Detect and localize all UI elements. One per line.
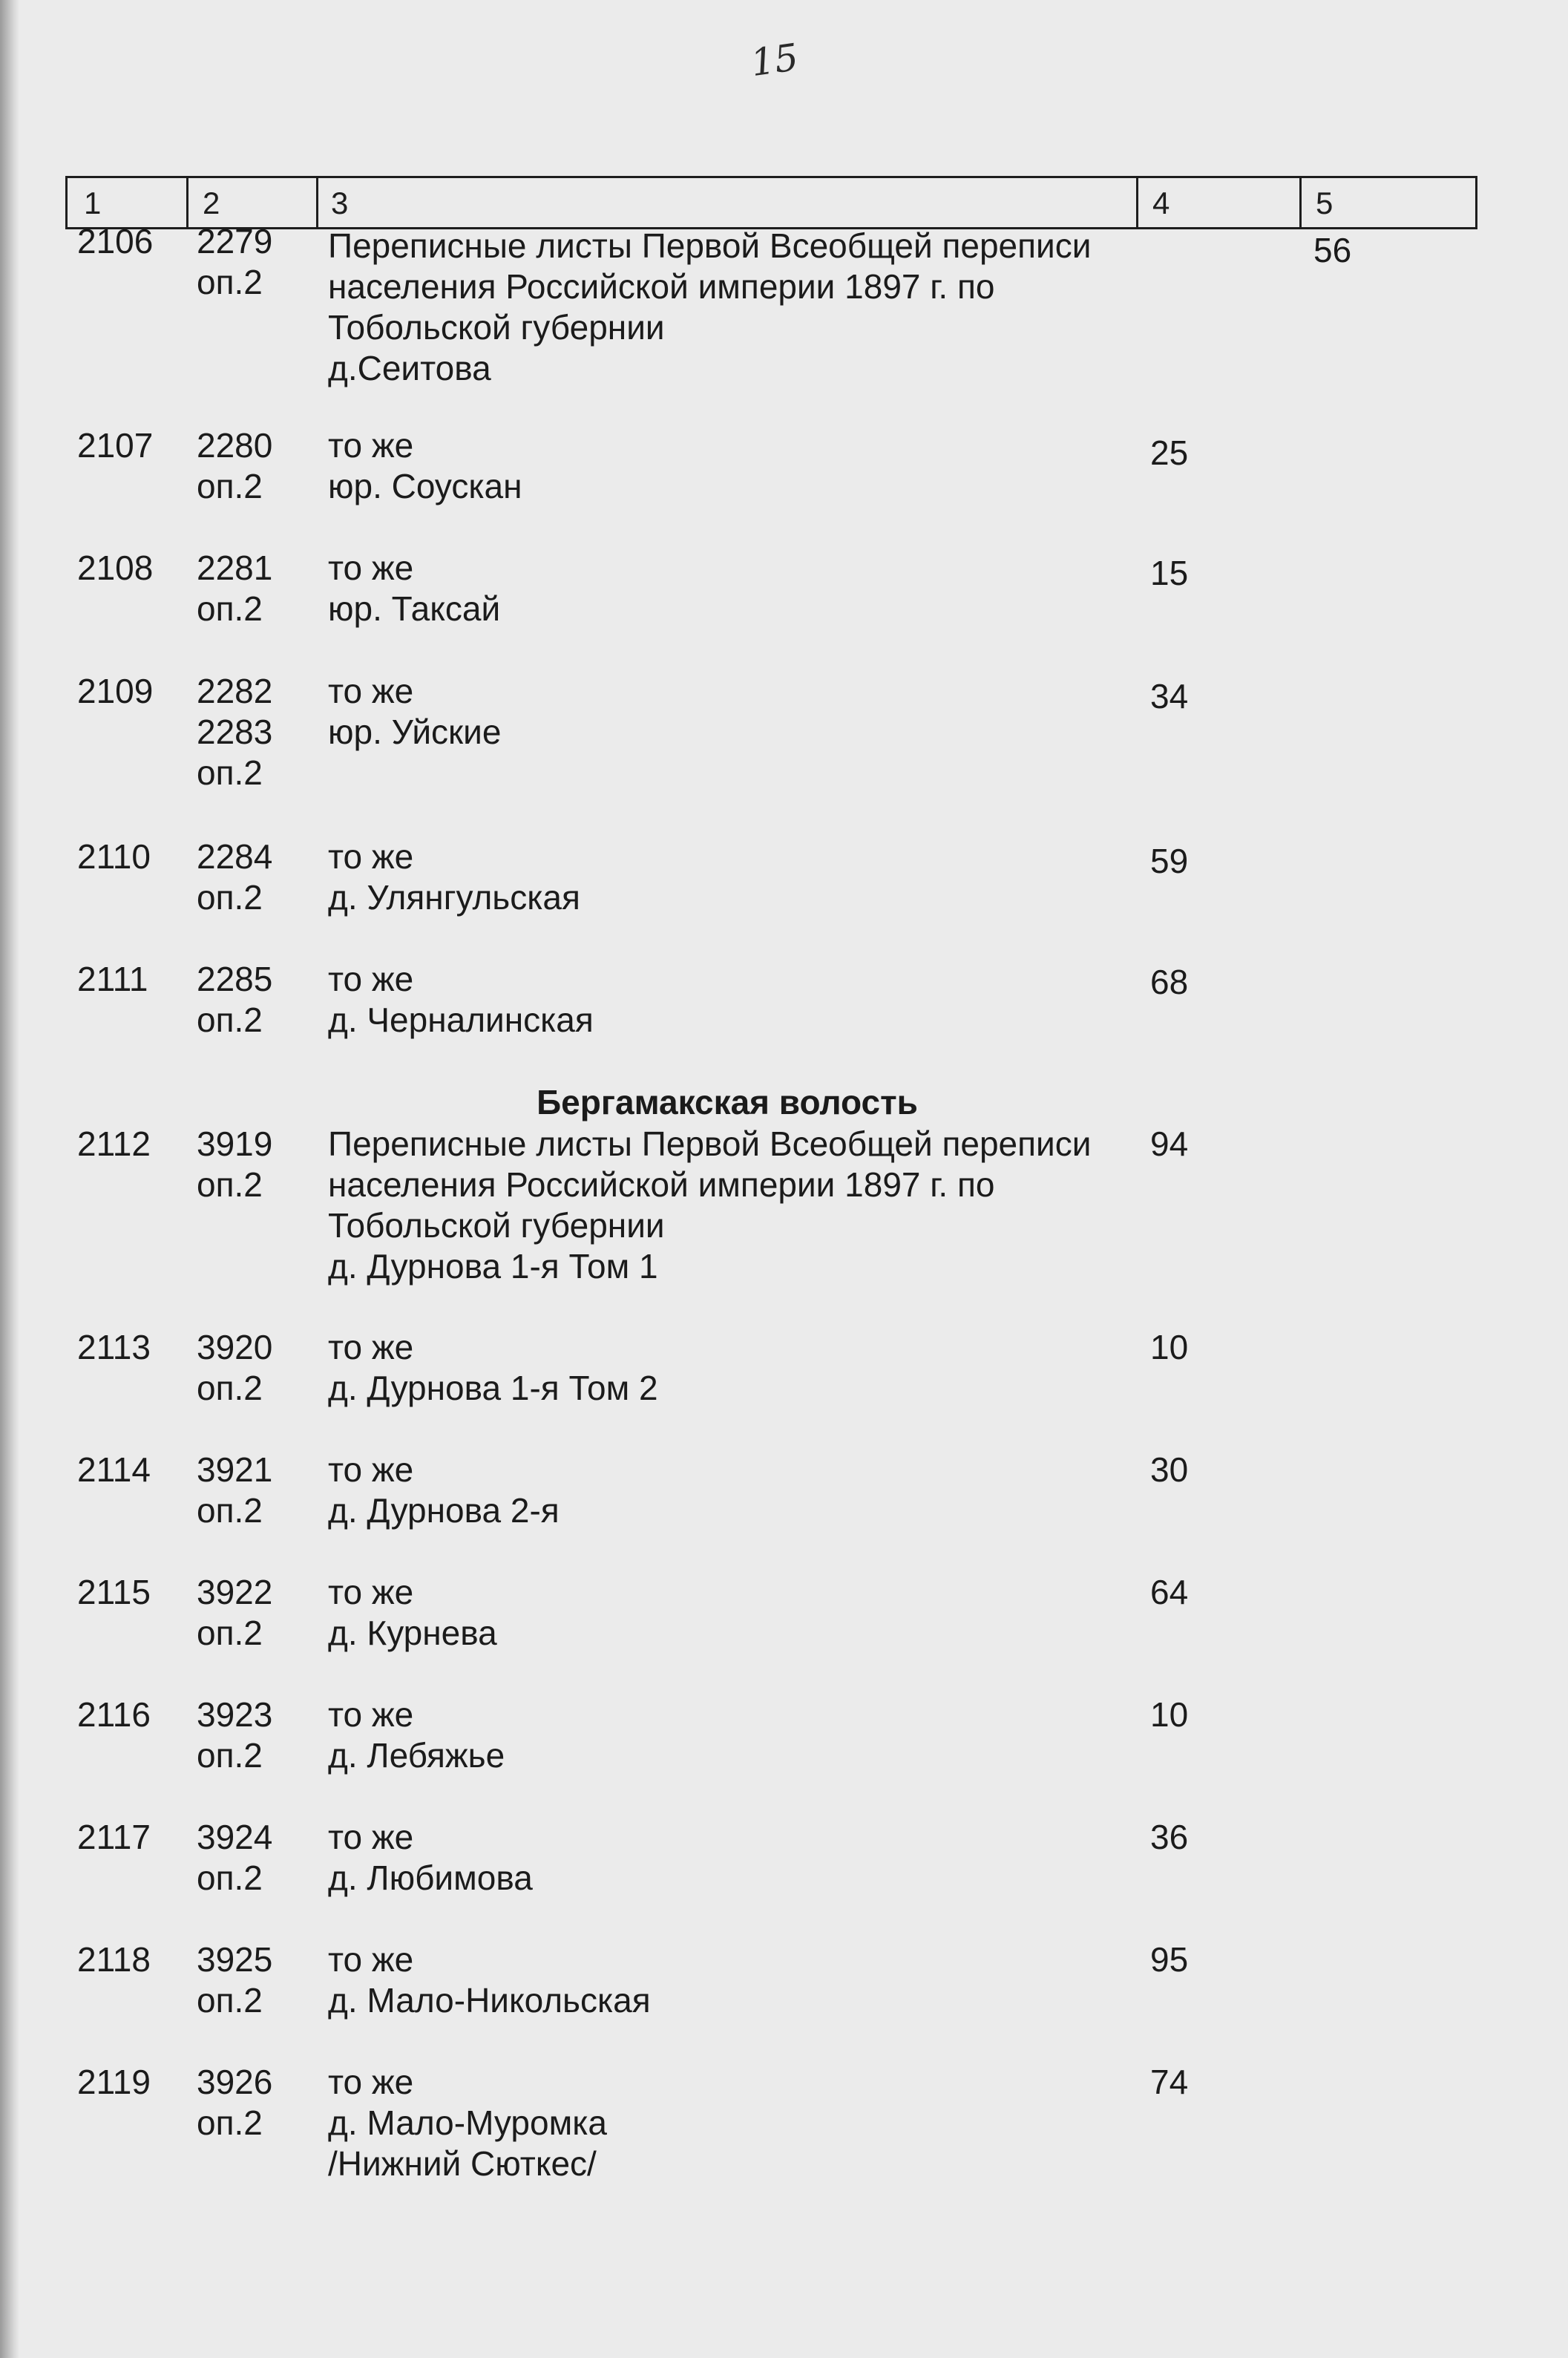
row-number: 2108 [77, 548, 154, 587]
storage-unit: 3919 оп.2 [197, 1124, 273, 1204]
storage-unit: 2281 оп.2 [197, 548, 273, 628]
sheet-count: 36 [1150, 1818, 1189, 1856]
storage-unit: 2280 оп.2 [197, 426, 273, 505]
storage-unit: 3924 оп.2 [197, 1818, 273, 1897]
scan-edge-shadow [0, 0, 19, 2358]
header-divider [186, 178, 188, 227]
storage-unit: 2282 2283 оп.2 [197, 672, 273, 792]
sheet-count: 30 [1150, 1450, 1189, 1489]
storage-unit: 3925 оп.2 [197, 1940, 273, 2020]
header-col-5: 5 [1316, 186, 1334, 220]
page-number: 15 [748, 35, 801, 85]
storage-unit: 2279 оп.2 [197, 222, 273, 301]
storage-unit: 3923 оп.2 [197, 1695, 273, 1775]
storage-unit: 3920 оп.2 [197, 1328, 273, 1407]
sheet-count: 10 [1150, 1328, 1189, 1366]
row-number: 2112 [77, 1124, 151, 1163]
row-number: 2115 [77, 1573, 151, 1611]
sheet-count: 74 [1150, 2063, 1189, 2101]
sheet-count: 68 [1150, 963, 1189, 1001]
description: то же д. Любимова [328, 1818, 533, 1897]
description: то же д. Черналинская [328, 960, 594, 1039]
sheet-count: 59 [1150, 842, 1189, 880]
sheet-count: 95 [1150, 1940, 1189, 1979]
row-number: 2118 [77, 1940, 151, 1979]
description: то же д. Лебяжье [328, 1695, 505, 1775]
header-col-4: 4 [1152, 186, 1170, 220]
sheet-count: 10 [1150, 1695, 1189, 1734]
header-divider [1136, 178, 1138, 227]
header-divider [316, 178, 318, 227]
row-number: 2106 [77, 222, 154, 261]
storage-unit: 3921 оп.2 [197, 1450, 273, 1530]
row-number: 2117 [77, 1818, 151, 1856]
storage-unit: 2285 оп.2 [197, 960, 273, 1039]
header-col-1: 1 [84, 186, 102, 220]
description: то же юр. Соускан [328, 426, 522, 505]
description: то же д. Дурнова 2-я [328, 1450, 560, 1530]
header-divider [1299, 178, 1302, 227]
sheet-count: 34 [1150, 677, 1189, 715]
description: то же юр. Уйские [328, 672, 502, 751]
table-header [65, 176, 1477, 229]
row-number: 2114 [77, 1450, 151, 1489]
header-col-3: 3 [331, 186, 349, 220]
storage-unit: 3922 оп.2 [197, 1573, 273, 1652]
row-number: 2116 [77, 1695, 151, 1734]
section-heading: Бергамакская волость [537, 1083, 918, 1121]
row-number: 2109 [77, 672, 154, 710]
description: то же д. Мало-Муромка /Нижний Сюткес/ [328, 2063, 607, 2183]
description: то же д. Дурнова 1-я Том 2 [328, 1328, 658, 1407]
description: то же д. Улянгульская [328, 837, 580, 917]
row-number: 2113 [77, 1328, 151, 1366]
description: то же д. Мало-Никольская [328, 1940, 651, 2020]
description: Переписные листы Первой Всеобщей переписи населения Российской империи 1897 г. по Тобольской губернии д. Дурнова 1-я Том 1 [328, 1124, 1092, 1286]
description: то же юр. Таксай [328, 548, 501, 628]
header-col-2: 2 [203, 186, 220, 220]
row-number: 2119 [77, 2063, 151, 2101]
row-number: 2111 [77, 960, 148, 998]
col5-value: 56 [1313, 231, 1352, 269]
sheet-count: 94 [1150, 1124, 1189, 1163]
storage-unit: 3926 оп.2 [197, 2063, 273, 2142]
row-number: 2107 [77, 426, 154, 465]
storage-unit: 2284 оп.2 [197, 837, 273, 917]
sheet-count: 25 [1150, 433, 1189, 472]
sheet-count: 15 [1150, 554, 1189, 592]
row-number: 2110 [77, 837, 151, 876]
sheet-count: 64 [1150, 1573, 1189, 1611]
description: то же д. Курнева [328, 1573, 497, 1652]
description: Переписные листы Первой Всеобщей переписи населения Российской империи 1897 г. по Тобольской губернии д.Сеитова [328, 226, 1092, 387]
